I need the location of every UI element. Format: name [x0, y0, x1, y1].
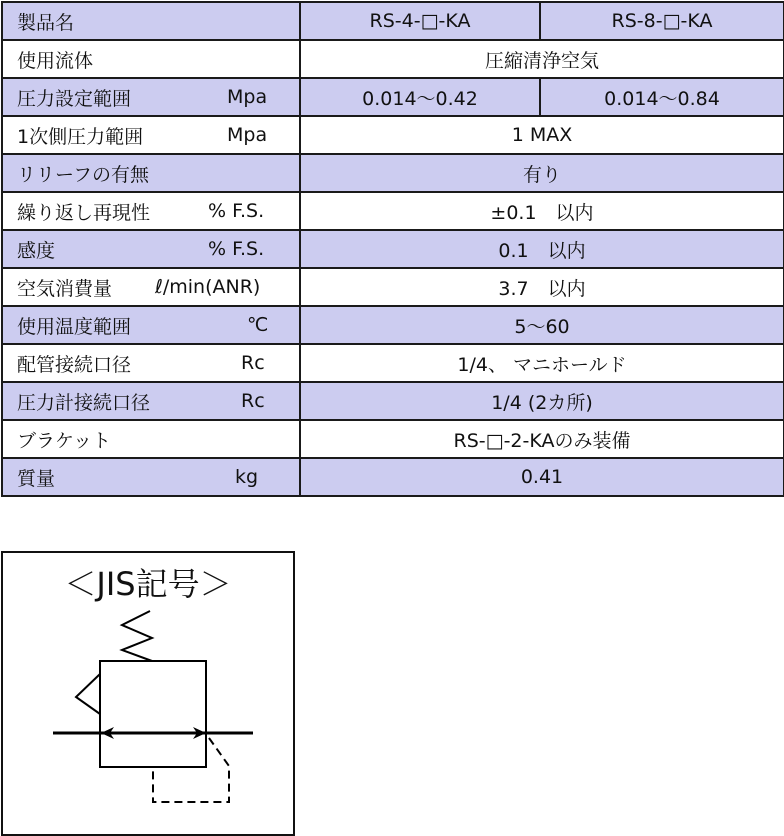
row-label — [2, 116, 300, 154]
row-sensitivity — [2, 230, 784, 268]
label-text: 圧力計接続口径 — [17, 391, 151, 414]
row-port-size — [2, 344, 784, 382]
label-text: 使用流体 — [17, 49, 94, 72]
row-bracket — [2, 420, 784, 458]
row-value: 有り — [300, 154, 784, 192]
unit-text: Rc — [241, 390, 265, 412]
unit-text: % F.S. — [208, 238, 265, 260]
label-text: 質量 — [17, 467, 56, 490]
row-gauge-port — [2, 382, 784, 420]
row-value-rs4: 0.014～0.42 — [300, 78, 540, 116]
label-text: 1次側圧力範囲 — [17, 125, 144, 148]
row-label — [2, 344, 300, 382]
row-value: ±0.1 以内 — [300, 192, 784, 230]
row-temperature — [2, 306, 784, 344]
row-repeatability — [2, 192, 784, 230]
unit-text: ℓ/min(ANR) — [155, 276, 261, 298]
row-value: 1/4 (2カ所) — [300, 382, 784, 420]
row-label — [2, 192, 300, 230]
row-mass — [2, 458, 784, 496]
label-text: 感度 — [17, 239, 56, 262]
row-label — [2, 40, 300, 78]
label-text: 使用温度範囲 — [17, 315, 132, 338]
row-label — [2, 268, 300, 306]
unit-text: Mpa — [227, 124, 268, 146]
unit-text: ℃ — [247, 314, 269, 336]
row-label — [2, 420, 300, 458]
jis-symbol-panel — [1, 551, 295, 836]
row-value: 0.1 以内 — [300, 230, 784, 268]
row-fluid — [2, 40, 784, 78]
jis-title: ＜JIS記号＞ — [64, 565, 232, 603]
row-value: 圧縮清浄空気 — [300, 40, 784, 78]
row-label — [2, 458, 300, 496]
row-value: 1 MAX — [300, 116, 784, 154]
label-text: 繰り返し再現性 — [17, 201, 151, 224]
unit-text: kg — [235, 466, 259, 488]
unit-text: Mpa — [227, 86, 268, 108]
regulator-symbol-icon — [3, 553, 293, 834]
model-rs4: RS-4-□-KA — [300, 2, 540, 40]
header-row — [2, 2, 784, 40]
row-label — [2, 382, 300, 420]
row-label — [2, 154, 300, 192]
unit-text: Rc — [241, 352, 265, 374]
row-value: 5～60 — [300, 306, 784, 344]
row-primary-pressure — [2, 116, 784, 154]
label-text: 空気消費量 — [17, 277, 113, 300]
row-value: 3.7 以内 — [300, 268, 784, 306]
row-air-consumption — [2, 268, 784, 306]
row-value: RS-□-2-KAのみ装備 — [300, 420, 784, 458]
row-label — [2, 306, 300, 344]
label-text: リリーフの有無 — [17, 163, 150, 186]
row-label — [2, 230, 300, 268]
row-relief — [2, 154, 784, 192]
row-set-pressure — [2, 78, 784, 116]
label-text: 圧力設定範囲 — [17, 87, 132, 110]
row-label — [2, 78, 300, 116]
model-rs8: RS-8-□-KA — [540, 2, 784, 40]
spec-table — [1, 1, 784, 497]
header-label: 製品名 — [2, 2, 300, 40]
label-text: 配管接続口径 — [17, 353, 132, 376]
row-value-rs8: 0.014～0.84 — [540, 78, 784, 116]
row-value: 0.41 — [300, 458, 784, 496]
label-text: ブラケット — [17, 429, 112, 452]
unit-text: % F.S. — [208, 200, 265, 222]
row-value: 1/4、 マニホールド — [300, 344, 784, 382]
